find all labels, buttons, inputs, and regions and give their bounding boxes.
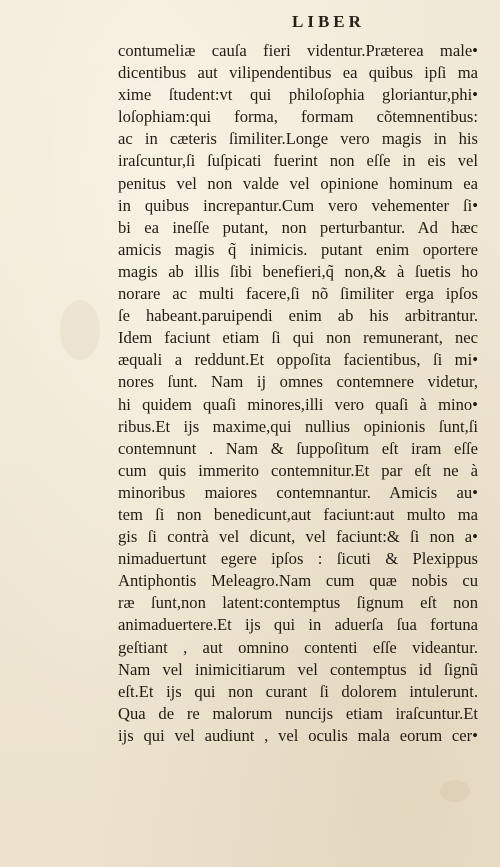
text-line: dicentibus aut vilipendentibus ea quibus ipſi ma xyxy=(118,63,478,83)
text-line: hi quidem quaſi minores,illi vero quaſi à mino• xyxy=(118,394,478,414)
text-line: ijs qui vel audiunt , vel oculis mala eorum cer• xyxy=(118,725,478,745)
text-line: penitus vel non valde vel opinione hominum ea xyxy=(118,173,478,193)
text-line: Idem faciunt etiam ſi qui non remunerant, nec xyxy=(118,328,478,348)
text-line: Qua de re malorum nuncijs etiam iraſcuntur.Et xyxy=(118,703,478,723)
text-line: gis ſi contrà vel dicunt, vel faciunt:& ſi non a• xyxy=(118,527,478,547)
text-line: eſt.Et ijs qui non curant ſi dolorem intulerunt. xyxy=(118,681,478,701)
text-line: ræ ſunt,non latent:contemptus ſignum eſt non xyxy=(118,593,478,613)
text-line: contumeliæ cauſa fieri videntur.Præterea male• xyxy=(118,41,478,60)
text-line: ſe habeant.paruipendi enim ab his arbitrantur. xyxy=(118,306,478,326)
text-line: Nam vel inimicitiarum vel contemptus id ſignũ xyxy=(118,659,478,679)
text-line: amicis magis q̃ inimicis. putant enim oportere xyxy=(118,239,478,259)
text-line: ac in cæteris ſimiliter.Longe vero magis in his xyxy=(118,129,478,149)
text-line: loſophiam:qui forma, formam cõtemnentibus: xyxy=(118,107,478,127)
text-line: iraſcuntur,ſi ſuſpicati fuerint non eſſe in eis vel xyxy=(118,151,478,171)
text-line: cum quis immerito contemnitur.Et par eſt ne à xyxy=(118,460,478,480)
body-text xyxy=(118,40,478,747)
text-line: magis ab illis ſibi benefieri,q̃ non,& à ſuetis ho xyxy=(118,261,478,281)
text-line: animaduertere.Et ijs qui in aduerſa ſua fortuna xyxy=(118,615,478,635)
running-head: LIBER xyxy=(292,12,365,31)
paper-stain xyxy=(60,300,100,360)
text-line: æquali a reddunt.Et oppoſita facientibus, ſi mi• xyxy=(118,350,478,370)
text-line: minoribus maiores contemnantur. Amicis au• xyxy=(118,482,478,502)
text-line: Antiphontis Meleagro.Nam cum quæ nobis cu xyxy=(118,571,478,591)
text-line: tem ſi non benedicunt,aut faciunt:aut multo ma xyxy=(118,504,478,524)
text-line: xime ſtudent:vt qui philoſophia gloriantur,phi• xyxy=(118,85,478,105)
paper-stain xyxy=(440,780,470,802)
text-line: ribus.Et ijs maxime,qui nullius opinionis ſunt,ſi xyxy=(118,416,478,436)
text-line: contemnunt . Nam & ſuppoſitum eſt iram eſſe xyxy=(118,438,478,458)
text-line: in quibus increpantur.Cum vero vehementer ſi• xyxy=(118,195,478,215)
text-line: norare ac multi facere,ſi nõ ſimiliter erga ipſos xyxy=(118,284,478,304)
text-line: nores ſunt. Nam ij omnes contemnere videtur, xyxy=(118,372,478,392)
text-line: nimaduertunt egere ipſos : ſicuti & Plexippus xyxy=(118,549,478,569)
text-line: geſtiant , aut omnino contenti eſſe videantur. xyxy=(118,637,478,657)
text-line: bi ea ineſſe putant, non perturbantur. Ad hæc xyxy=(118,217,478,237)
